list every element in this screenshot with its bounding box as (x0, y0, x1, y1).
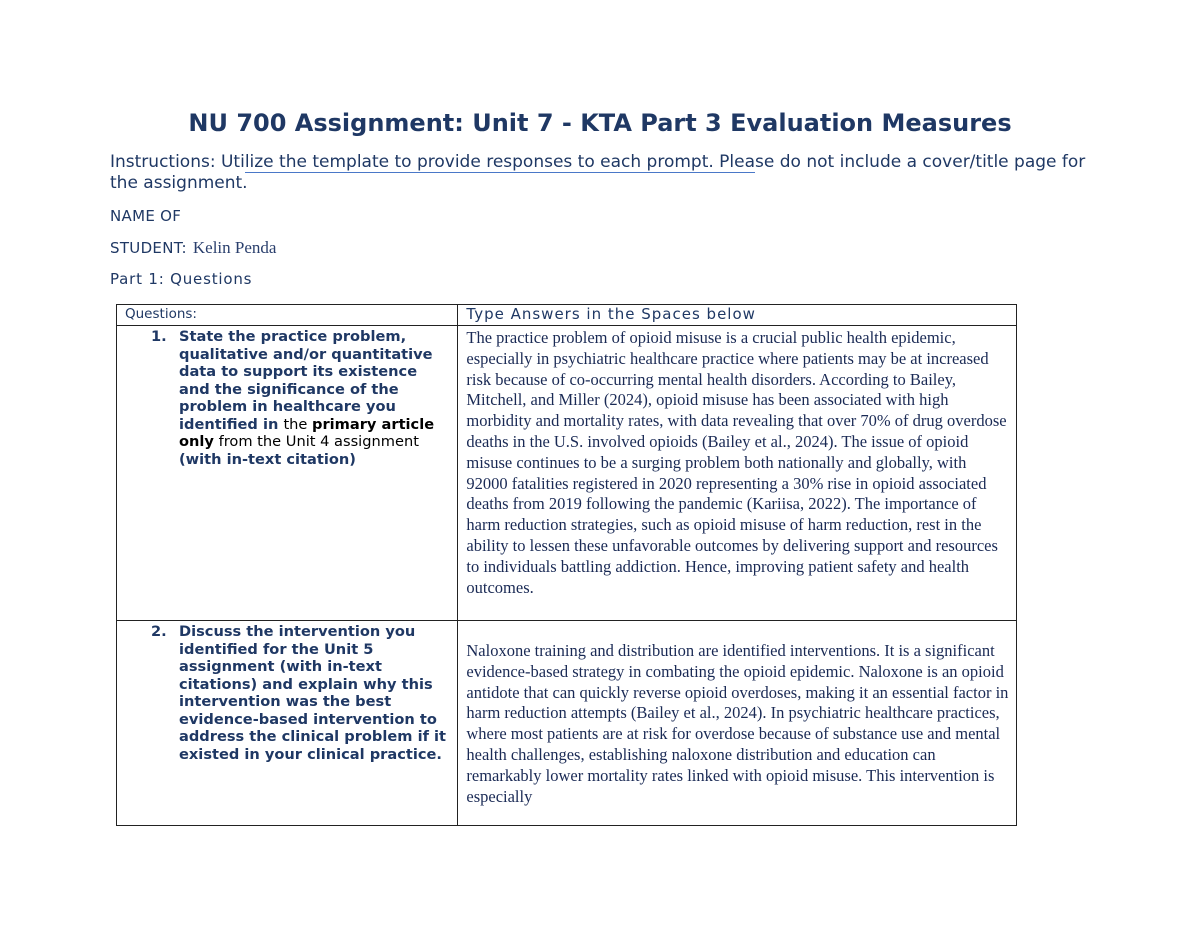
questions-table (116, 304, 1017, 826)
answer-text-2: Naloxone training and distribution are identified interventions. It is a significant evidence-based strategy in combating the opioid epidemic. Naloxone is an opioid antidote that can quickly reverse opioid overdoses, making it an essential factor in harm reduction attempts (Bailey et al., 2024). In psychiatric healthcare practices, where most patients are at risk for overdose because of substance use and mental health challenges, establishing naloxone distribution and education can remarkably lower mortality rates linked with opioid misuse. This intervention is especially (466, 641, 1009, 806)
question-number: 2. (151, 623, 167, 640)
table-row (117, 326, 1017, 621)
page-title: NU 700 Assignment: Unit 7 - KTA Part 3 Evaluation Measures (188, 109, 1012, 137)
answer-cell-1[interactable]: The practice problem of opioid misuse is a crucial public health epidemic, especially in psychiatric healthcare practice where patients may be at increased risk because of co-occurring mental health disorders. According to Bailey, Mitchell, and Miller (2024), opioid misuse has been associated with high morbidity and mortality rates, with data revealing that over 70% of drug overdose deaths in the U.S. involved opioids (Bailey et al., 2024). The issue of opioid misuse continues to be a surging problem both nationally and globally, with 92000 fatalities registered in 2020 representing a 30% rise in opioid associated deaths from 2019 following the pandemic (Kariisa, 2022). The importance of harm reduction strategies, such as opioid misuse of harm reduction, rest in the ability to lessen these unfavorable outcomes by delivering support and resources to individuals battling addiction. Hence, improving patient safety and health outcomes. (458, 326, 1017, 621)
answer-cell-2[interactable] (458, 621, 1017, 826)
question-number: 1. (151, 328, 167, 345)
instructions-link[interactable]: lize the template to provide responses to each prompt. Plea (244, 152, 756, 172)
question-text: Discuss the intervention you identified for the Unit 5 assignment (with in-text citations) and explain why this intervention was the best evidence-based intervention to address the clinical problem if it existed in your clinical practice. (179, 623, 446, 763)
instructions-text (110, 152, 1090, 194)
student-label: STUDENT: (110, 239, 187, 257)
instructions-suffix: se do not include a cover/title page for the assignment. (110, 152, 1086, 193)
instructions-prefix: Instructions: Uti (110, 152, 245, 172)
question-emphasis: primary article only (179, 415, 435, 450)
name-of-label: NAME OF (110, 207, 182, 225)
student-line (110, 238, 276, 258)
header-answers: Type Answers in the Spaces below (458, 305, 1017, 326)
question-text-part: (with in-text citation) (179, 450, 356, 468)
question-cell-1 (117, 326, 458, 621)
part-heading: Part 1: Questions (110, 270, 253, 288)
question-cell-2 (117, 621, 458, 826)
table-header-row (117, 305, 1017, 326)
question-text-part: the (283, 415, 313, 433)
table-row (117, 621, 1017, 826)
question-text-part: State the practice problem, qualitative and/or quantitative data to support its existence and the significance of the problem in healthcare you identified in (179, 328, 433, 433)
question-text-part: from the Unit 4 assignment (213, 433, 419, 450)
header-questions: Questions: (117, 305, 458, 326)
student-name: Kelin Penda (192, 238, 277, 257)
